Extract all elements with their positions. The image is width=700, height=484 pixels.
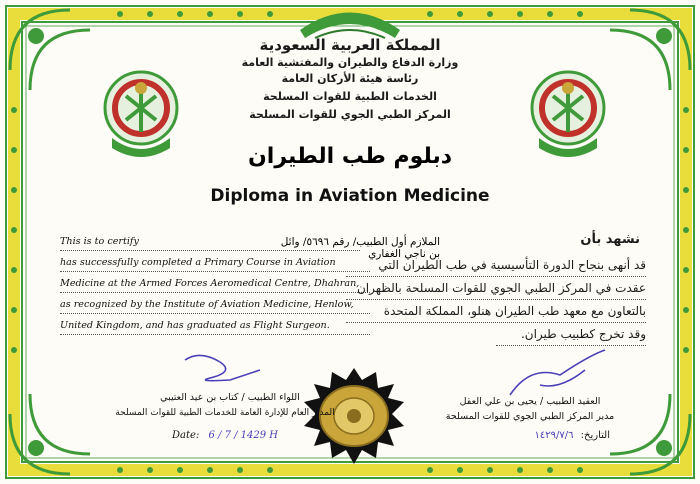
right-signatory-role: مدير المركز الطبي الجوي للقوات المسلحة <box>445 411 615 422</box>
ministry-name: وزارة الدفاع والطيران والمفتشية العامة <box>241 56 459 69</box>
aeromedical-center-name: المركز الطبي الجوي للقوات المسلحة <box>249 108 451 121</box>
right-signatory-name: العقيد الطبيب / يحيى بن علي العقل <box>459 396 601 407</box>
left-signature-icon <box>180 350 270 390</box>
arabic-line-4: وقد تخرج كطبيب طيران. <box>496 327 646 346</box>
arabic-line-1: قد أنهى بنجاح الدورة التأسيسية في طب الطيران التي <box>346 258 646 277</box>
english-line-3: as recognized by the Institute of Aviation Medicine, Henlow, <box>60 299 370 314</box>
arabic-certify-label: نشهد بأن <box>580 232 640 247</box>
left-signatory-role: المدير العام للإدارة العامة للخدمات الطبية للقوات المسلحة <box>115 408 335 418</box>
arabic-line-2: عقدت في المركز الطبي الجوي للقوات المسلحة بالظهران <box>346 281 646 300</box>
presidency-name: رئاسة هيئة الأركان العامة <box>281 72 419 85</box>
english-certify-line: This is to certify <box>60 236 360 251</box>
left-signatory-name: اللواء الطبيب / كتاب بن عيد العتيبي <box>160 392 300 403</box>
country-name: المملكة العربية السعودية <box>259 36 441 54</box>
left-date-label: Date: <box>172 430 200 441</box>
left-date <box>172 430 278 441</box>
graduate-name-arabic: الملازم أول الطبيب/ رقم ٥٦٩٦/ وائل بن ناجي الغفاري <box>280 236 440 260</box>
medical-services-name: الخدمات الطبية للقوات المسلحة <box>263 90 437 103</box>
right-date-value: ١٤٢٩/٧/٦ <box>534 430 574 441</box>
arabic-line-3: بالتعاون مع معهد طب الطيران هنلو، المملكة المتحدة <box>346 304 646 323</box>
right-date-label: التاريخ: <box>580 430 610 441</box>
right-date <box>440 430 610 441</box>
military-medical-logo-right-icon <box>525 68 611 160</box>
diploma-title-english: Diploma in Aviation Medicine <box>210 186 490 206</box>
diploma-title-arabic: دبلوم طب الطيران <box>248 144 452 169</box>
military-medical-logo-left-icon <box>98 68 184 160</box>
left-date-value: 6 / 7 / 1429 H <box>208 430 279 441</box>
english-line-1: has successfully completed a Primary Course in Aviation <box>60 257 370 272</box>
english-line-2: Medicine at the Armed Forces Aeromedical Centre, Dhahran, <box>60 278 370 293</box>
english-line-4: United Kingdom, and has graduated as Flight Surgeon. <box>60 320 370 335</box>
arabic-body <box>346 258 646 346</box>
